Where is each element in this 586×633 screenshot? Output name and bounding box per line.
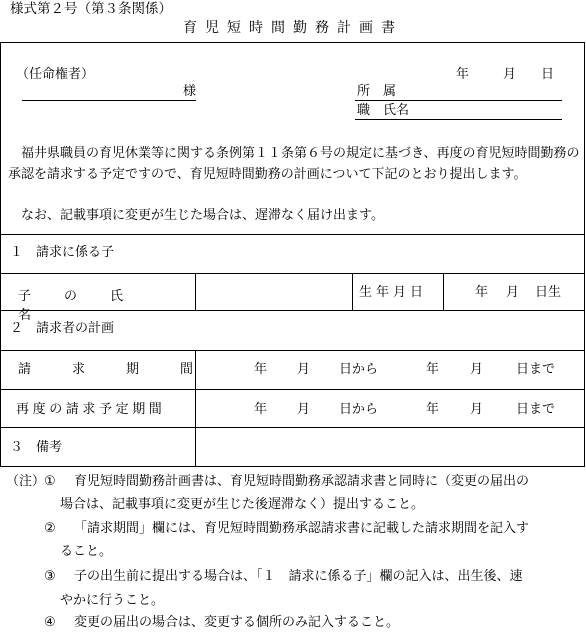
affiliation-input-line[interactable] bbox=[355, 100, 562, 101]
section-3-title: ３ 備考 bbox=[10, 440, 63, 455]
child-name-label: 子の氏名 bbox=[18, 289, 157, 323]
remarks-field[interactable] bbox=[200, 432, 580, 462]
remarks-vline bbox=[195, 427, 196, 467]
note-1-line-2: 場合は、記載事項に変更が生じた後遅滞なく）提出すること。 bbox=[60, 497, 425, 512]
section-2-title: ２ 請求者の計画 bbox=[10, 321, 115, 336]
date-year-label: 年 bbox=[456, 67, 470, 82]
child-name-field[interactable] bbox=[200, 279, 350, 305]
note-2-line-1: 「請求期間」欄には、育児短時間勤務承認請求書に記載した請求期間を記入す bbox=[74, 521, 530, 536]
birth-year-label: 年 bbox=[475, 285, 489, 300]
note-3-line-2: やかに行うこと。 bbox=[60, 593, 165, 608]
birth-day-label: 日生 bbox=[535, 285, 562, 300]
birthdate-label: 生年月日 bbox=[359, 285, 428, 300]
rr-from-year: 年 bbox=[254, 402, 268, 417]
rr-to-month: 月 bbox=[470, 402, 484, 417]
rp-from-year: 年 bbox=[254, 362, 268, 377]
name-input-line[interactable] bbox=[355, 119, 562, 120]
divider-3 bbox=[0, 310, 585, 311]
note-4-number: ④ bbox=[44, 615, 56, 630]
divider-2 bbox=[0, 273, 585, 274]
section-1-title: １ 請求に係る子 bbox=[10, 245, 115, 260]
divider-1 bbox=[0, 234, 585, 235]
divider-5 bbox=[0, 389, 585, 390]
rr-to-year: 年 bbox=[426, 402, 440, 417]
divider-4 bbox=[0, 350, 585, 351]
rp-from-day: 日から bbox=[339, 362, 379, 377]
child-v2 bbox=[352, 273, 353, 310]
request-period-label: 請求期間 bbox=[18, 362, 235, 377]
note-2-number: ② bbox=[44, 521, 56, 536]
divider-6 bbox=[0, 427, 585, 428]
page-title: 育児短時間勤務計画書 bbox=[183, 20, 403, 36]
rp-to-year: 年 bbox=[426, 362, 440, 377]
rp-from-month: 月 bbox=[297, 362, 311, 377]
note-4-line-1: 変更の届出の場合は、変更する個所のみ記入すること。 bbox=[74, 615, 400, 630]
child-v3 bbox=[443, 273, 444, 310]
birth-month-label: 月 bbox=[506, 285, 520, 300]
note-1-number: ① bbox=[44, 474, 56, 489]
rp-to-month: 月 bbox=[470, 362, 484, 377]
affiliation-label: 所 属 bbox=[357, 84, 397, 99]
rr-from-day: 日から bbox=[339, 402, 379, 417]
rr-to-day: 日まで bbox=[516, 402, 556, 417]
sama-label: 様 bbox=[183, 84, 197, 99]
note-1-line-1: 育児短時間勤務計画書は、育児短時間勤務承認請求書と同時に（変更の届出の bbox=[74, 474, 530, 489]
note-3-number: ③ bbox=[44, 569, 56, 584]
body-paragraph-2: なお、記載事項に変更が生じた場合は、遅滞なく届け出ます。 bbox=[21, 208, 384, 223]
child-v1 bbox=[195, 273, 196, 310]
note-2-line-2: ること。 bbox=[60, 544, 113, 559]
date-day-label: 日 bbox=[541, 67, 555, 82]
appointer-label: （任命権者） bbox=[16, 67, 95, 82]
note-3-line-1: 子の出生前に提出する場合は、「１ 請求に係る子」欄の記入は、出生後、速 bbox=[74, 569, 523, 584]
date-month-label: 月 bbox=[503, 67, 517, 82]
body-paragraph: 福井県職員の育児休業等に関する条例第１１条第６号の規定に基づき、再度の育児短時間勤務の承認を請求する予定ですので、育児短時間勤務の計画について下記のとおり提出します。 bbox=[8, 146, 580, 182]
rr-from-month: 月 bbox=[297, 402, 311, 417]
appointer-underline bbox=[22, 100, 196, 101]
notes-prefix: （注） bbox=[6, 474, 46, 489]
name-label: 職 氏名 bbox=[357, 103, 410, 118]
form-id: 様式第２号（第３条関係） bbox=[10, 1, 172, 17]
rerequest-period-label: 再度の請求予定期間 bbox=[16, 402, 166, 417]
rp-to-day: 日まで bbox=[516, 362, 556, 377]
